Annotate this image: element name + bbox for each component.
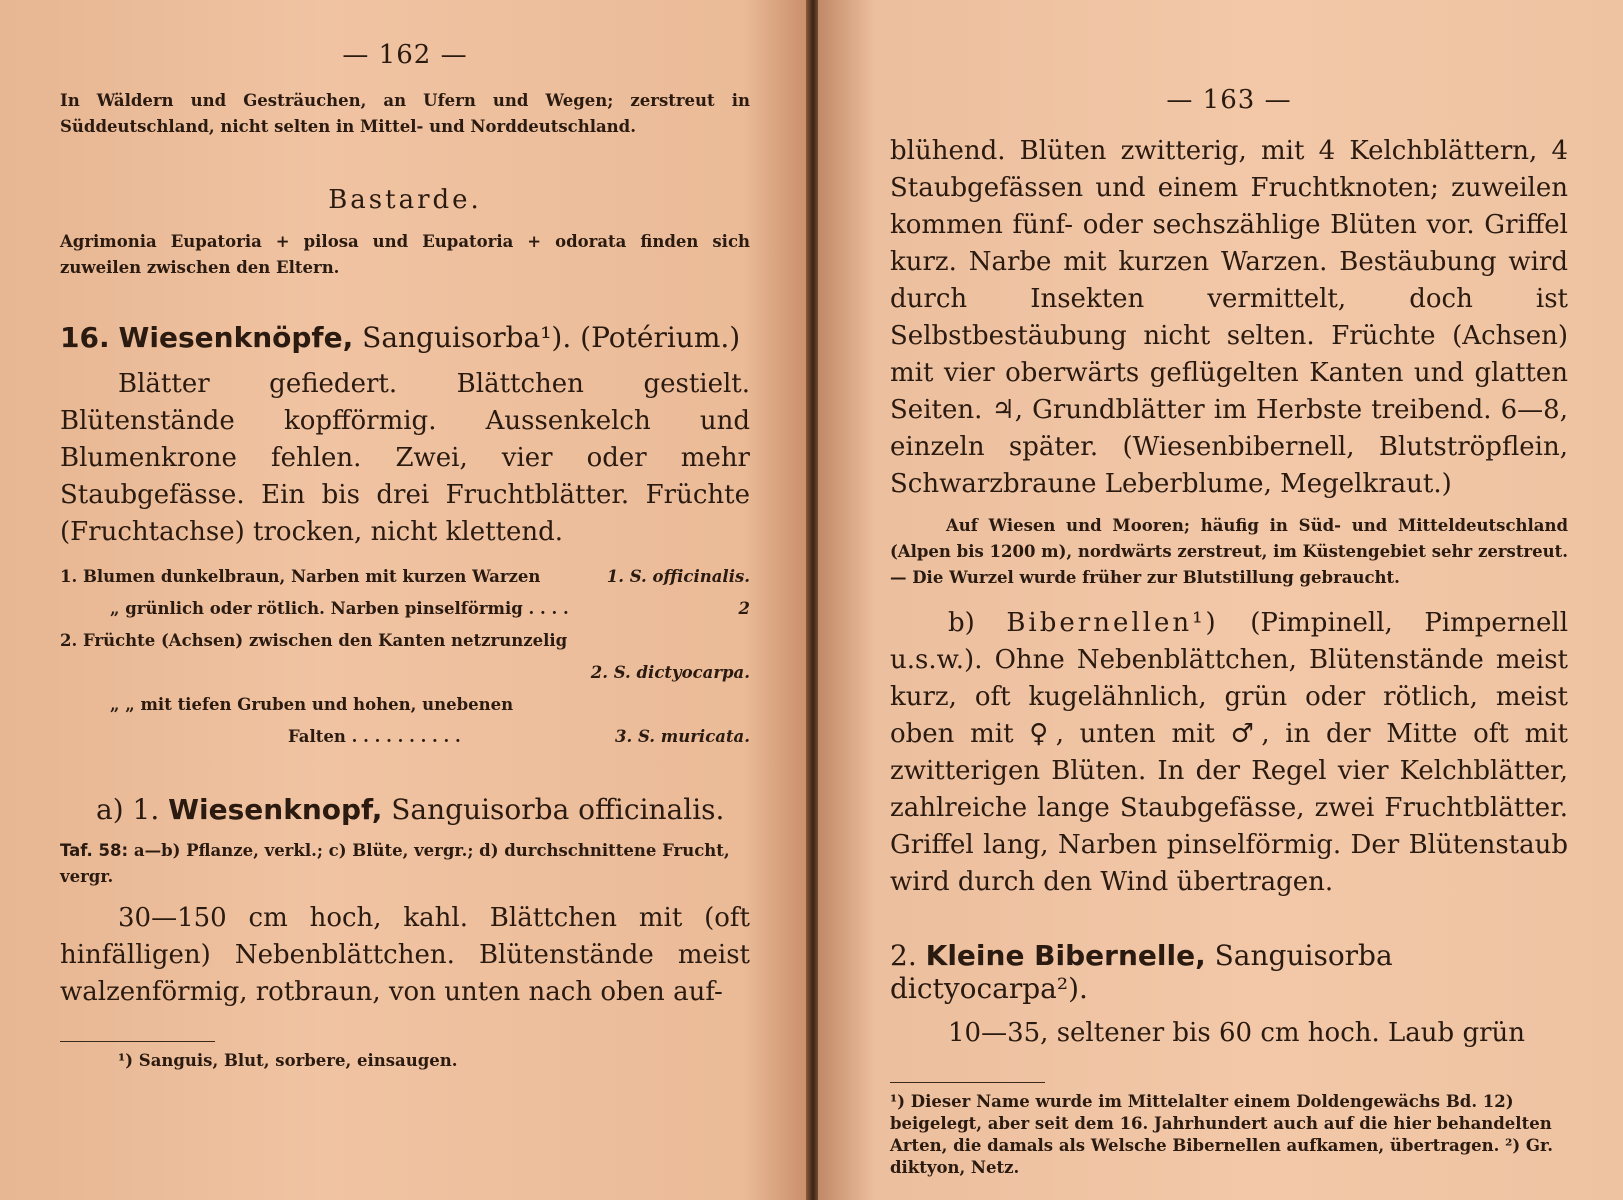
key-result: 2. S. dictyocarpa. bbox=[590, 663, 750, 682]
continued-text: blühend. Blüten zwitterig, mit 4 Kelchblättern, 4 Staubgefässen und einem Fruchtknoten; zuweilen kommen fünf- oder sechszählige Blüten vor. Griffel kurz. Narbe mit kurzen Warzen. Bestäubung wird durch Insekten vermittelt, doch ist Selbstbestäubung nicht selten. Früchte (Achsen) mit vier oberwärts geflügelten Kanten und glatten Seiten. ♃, Grundblätter im Herbste treibend. 6—8, einzeln später. (Wiesenbibernell, Blutströpflein, Schwarzbraune Leberblume, Megelkraut.) bbox=[890, 136, 1568, 499]
habitat-note: Auf Wiesen und Mooren; häufig in Süd- und Mitteldeutschland (Alpen bis 1200 m), nordwärts zerstreut, im Küstengebiet sehr zerstreut. — Die Wurzel wurde früher zur Blutstillung gebraucht. bbox=[890, 516, 1568, 587]
key-row bbox=[60, 593, 750, 625]
section-alt: (Pimpinell, Pimpernell u.s.w.). bbox=[890, 608, 1569, 675]
species-prefix: 2. bbox=[890, 939, 917, 972]
left-page bbox=[0, 0, 808, 1200]
plate-text: a—b) Pflanze, verkl.; c) Blüte, vergr.; d) durchschnittene Frucht, vergr. bbox=[60, 841, 730, 886]
page-number: — 162 — bbox=[342, 40, 468, 70]
key-label: „ grünlich oder rötlich. Narben pinselförmig . . . . bbox=[110, 599, 569, 618]
species-name: Wiesenknopf, bbox=[168, 793, 383, 826]
genus-description: Blätter gefiedert. Blättchen gestielt. Blütenstände kopfförmig. Aussenkelch und Blumenkrone fehlen. Zwei, vier oder mehr Staubgefässe. Ein bis drei Fruchtblätter. Früchte (Fruchtachse) trocken, nicht klettend. bbox=[60, 369, 750, 547]
species-heading bbox=[60, 793, 750, 826]
species-latin: Sanguisorba dictyocarpa²). bbox=[890, 939, 1393, 1005]
right-page-content bbox=[890, 85, 1568, 1179]
footnote: ¹) Sanguis, Blut, sorbere, einsaugen. bbox=[118, 1051, 458, 1070]
plate-reference bbox=[60, 838, 750, 890]
key-row bbox=[60, 689, 750, 721]
footnote-rule bbox=[60, 1041, 215, 1042]
species-heading bbox=[890, 939, 1568, 1005]
page-number: — 163 — bbox=[1166, 85, 1292, 115]
genus-heading bbox=[60, 321, 750, 354]
section-bibernellen bbox=[890, 605, 1568, 901]
right-page bbox=[818, 0, 1623, 1200]
species-description: 30—150 cm hoch, kahl. Blättchen mit (oft hinfälligen) Nebenblättchen. Blütenstände meist walzenförmig, rotbraun, von unten nach oben auf- bbox=[60, 903, 750, 1007]
species-prefix: a) 1. bbox=[96, 793, 160, 826]
habitat-note: In Wäldern und Gesträuchen, an Ufern und Wegen; zerstreut in Süddeutschland, nicht selten in Mittel- und Norddeutschland. bbox=[60, 91, 750, 136]
footnote-rule bbox=[890, 1082, 1045, 1083]
species-name: Kleine Bibernelle, bbox=[925, 939, 1206, 972]
footnote: ¹) Dieser Name wurde im Mittelalter einem Doldengewächs Bd. 12) beigelegt, aber seit dem 16. Jahrhundert auch auf die hier behandelten Arten, die damals als Welsche Bibernellen aufkamen, übertragen. ²) Gr. diktyon, Netz. bbox=[890, 1092, 1553, 1177]
key-label: 1. Blumen dunkelbraun, Narben mit kurzen Warzen bbox=[60, 567, 541, 586]
section-description: Ohne Nebenblättchen, Blütenstände meist kurz, oft kugelähnlich, grün oder rötlich, meist oben mit ♀, unten mit ♂, in der Mitte oft mit zwitterigen Blüten. In der Regel vier Kelchblätter, zahlreiche lange Staubgefässe, zwei Fruchtblätter. Griffel lang, Narben pinselförmig. Der Blütenstaub wird durch den Wind übertragen. bbox=[890, 645, 1569, 897]
key-row bbox=[60, 625, 750, 657]
left-page-content bbox=[60, 40, 750, 1072]
identification-key bbox=[60, 561, 750, 753]
section-name: Bibernellen¹) bbox=[1006, 608, 1219, 638]
key-label bbox=[60, 657, 591, 689]
key-row bbox=[60, 561, 750, 593]
key-result: 1. S. officinalis. bbox=[606, 567, 750, 586]
species-description: 10—35, seltener bis 60 cm hoch. Laub grün bbox=[948, 1018, 1526, 1048]
plate-label: Taf. 58: bbox=[60, 841, 129, 860]
key-result: 3. S. muricata. bbox=[615, 727, 750, 746]
genus-latin: Sanguisorba¹). (Potérium.) bbox=[362, 321, 741, 354]
section-prefix: b) bbox=[948, 608, 975, 638]
genus-number: 16. bbox=[60, 321, 110, 354]
key-label: „ „ mit tiefen Gruben und hohen, unebenen bbox=[110, 695, 514, 714]
key-result: 2 bbox=[738, 599, 750, 618]
key-label: Falten . . . . . . . . . . bbox=[288, 727, 461, 746]
species-latin: Sanguisorba officinalis. bbox=[391, 793, 725, 826]
genus-name: Wiesenknöpfe, bbox=[118, 321, 354, 354]
key-row bbox=[60, 721, 750, 753]
section-title-bastarde: Bastarde. bbox=[328, 185, 482, 215]
key-label: 2. Früchte (Achsen) zwischen den Kanten netzrunzelig bbox=[60, 631, 568, 650]
bastarde-text: Agrimonia Eupatoria + pilosa und Eupatoria + odorata finden sich zuweilen zwischen den Eltern. bbox=[60, 232, 750, 277]
key-row bbox=[60, 657, 750, 689]
